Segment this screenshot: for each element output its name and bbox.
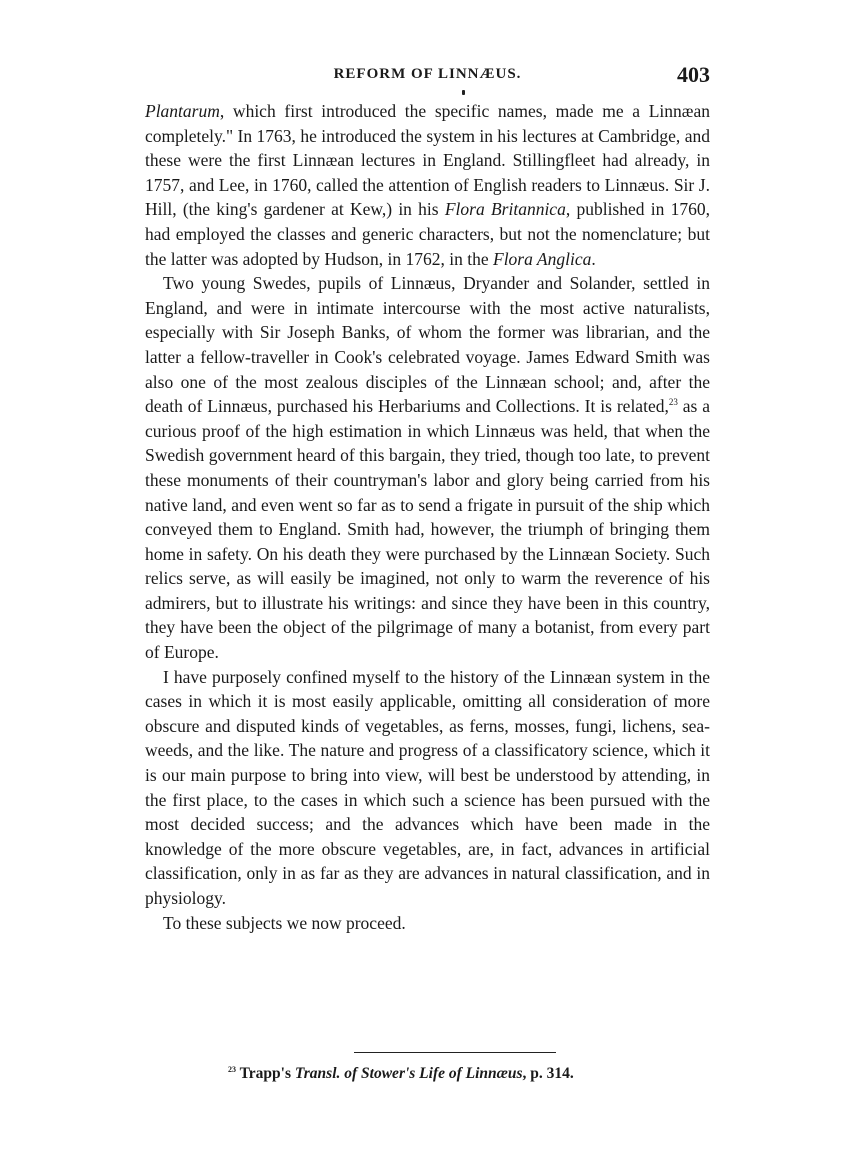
italic-text: Plantarum — [145, 101, 220, 121]
italic-text: Flora Britannica — [444, 199, 566, 220]
italic-text: Transl. of Stower's Life of Linnæus — [294, 1065, 523, 1082]
text-run: Two young Swedes, pupils of Linnæus, Dryander and Solander, settled in England, and were in intimate intercourse with the most active naturalists, especially with Sir Joseph Banks, of whom the former was librarian, and the latter a fellow-traveller in Cook's celebrated voyage. James Edward Smith was also one of the most zealous disciples of the Linnæan school; and, after the death of Linnæus, purchased his Herbariums and Collections. It is related, — [145, 273, 710, 417]
text-run: I have purposely confined myself to the history of the Linnæan system in the cases in which it is most easily applicable, omitting all consideration of more obscure and disputed kinds of vegetables, as ferns, mosses, fungi, lichens, sea-weeds, and the like. The nature and progress of a classificatory science, which it is our main purpose to bring into view, will best be understood by attending, in the first place, to the cases in which such a science has been pursued with the most decided success; and the advances which have been made in the knowledge of the more obscure vegetables, are, in fact, advances in artificial classification, only in as far as they are advances in natural classification, and in physiology. — [145, 666, 710, 908]
italic-text: Flora Anglica — [493, 248, 592, 269]
body-text — [145, 99, 710, 935]
paragraph — [145, 271, 710, 665]
footnote-rule — [354, 1052, 556, 1053]
text-run: Trapp's — [236, 1065, 295, 1082]
paragraph — [145, 99, 710, 271]
running-title: REFORM OF LINNÆUS. — [333, 66, 522, 82]
text-run: . — [591, 248, 596, 269]
running-head — [145, 62, 710, 90]
footnote-ref: 23 — [228, 1065, 236, 1074]
footnote — [228, 1064, 688, 1084]
paragraph — [145, 665, 710, 911]
text-run: To these subjects we now proceed. — [163, 912, 406, 933]
text-run: as a curious proof of the high estimation in which Linnæus was held, that when the Swedish government heard of this bargain, they tried, though too late, to prevent these monuments of their countryman's labor and glory being carried from his native land, and even went so far as to send a frigate in pursuit of the ship which conveyed them to England. Smith had, however, the triumph of bringing them home in safety. On his death they were purchased by the Linnæan Society. Such relics serve, as will easily be imagined, not only to warm the reverence of his admirers, but to illustrate his writings: and since they have been in this country, they have been the object of the pilgrimage of many a botanist, from every part of Europe. — [145, 396, 710, 663]
text-run: , which first introduced the specific names, made me a Linnæan completely." In 1763, he introduced the system in his lectures at Cambridge, and these were the first Linnæan lectures in England. Stillingfleet had already, in 1757, and Lee, in 1760, called the attention of English readers to Linnæus. Sir J. Hill, (the king's gardener at Kew,) in his — [145, 101, 710, 220]
footnote-ref: 23 — [668, 397, 678, 408]
text-run: , p. 314. — [522, 1065, 574, 1082]
paragraph — [145, 911, 710, 936]
page-number: 403 — [677, 62, 710, 87]
printer-mark — [462, 90, 465, 95]
text-run: , published in 1760, had employed the classes and generic characters, but not the nomenclature; but the latter was adopted by Hudson, in 1762, in the — [145, 199, 710, 269]
